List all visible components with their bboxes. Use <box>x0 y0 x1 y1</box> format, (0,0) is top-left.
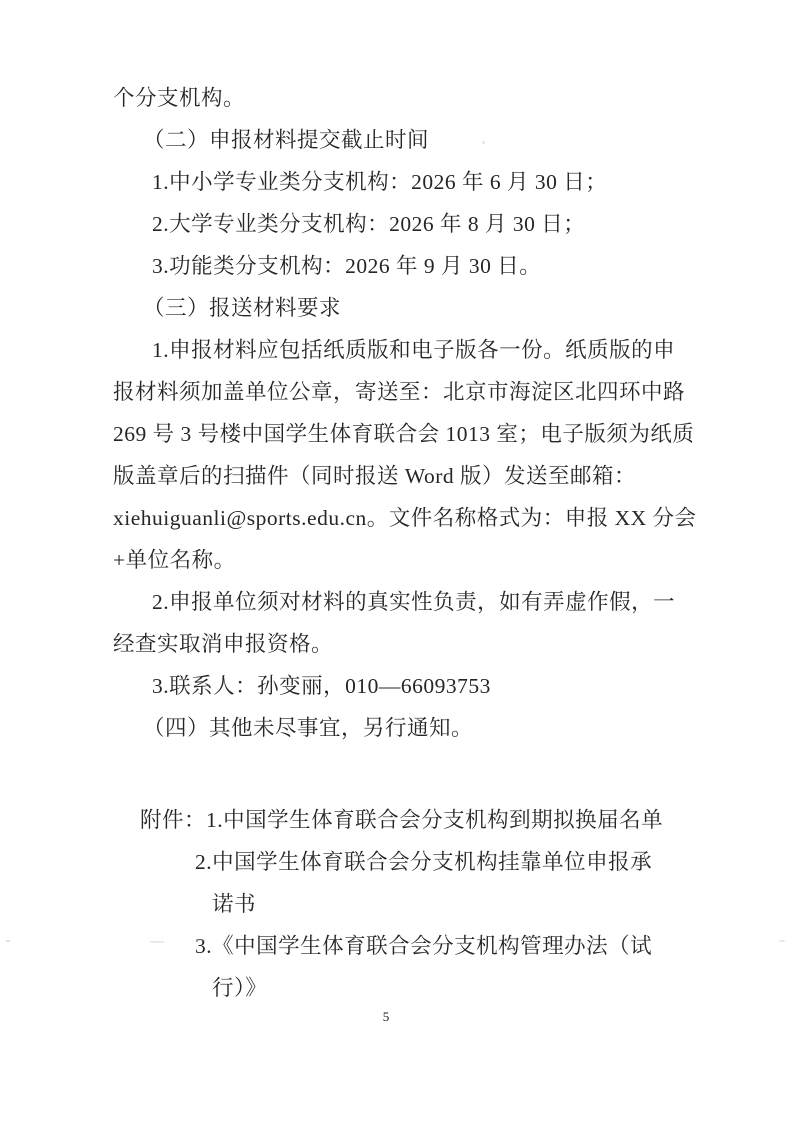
text-line: 2.大学专业类分支机构：2026 年 8 月 30 日； <box>152 212 586 236</box>
text-line: 附件：1.中国学生体育联合会分支机构到期拟换届名单 <box>140 808 664 832</box>
scan-artifact <box>6 940 10 942</box>
text-line: 3.联系人：孙变丽，010—66093753 <box>152 674 491 698</box>
scan-artifact <box>505 940 510 942</box>
text-line: 版盖章后的扫描件（同时报送 Word 版）发送至邮箱： <box>113 464 636 488</box>
scan-artifact <box>150 941 164 943</box>
text-line: 经查实取消申报资格。 <box>113 632 334 656</box>
text-line: 2.申报单位须对材料的真实性负责，如有弄虚作假，一 <box>152 590 676 614</box>
scan-artifact <box>482 141 485 144</box>
scan-artifact <box>196 939 206 941</box>
text-line: 1.申报材料应包括纸质版和电子版各一份。纸质版的申 <box>152 338 676 362</box>
text-line: 3.功能类分支机构：2026 年 9 月 30 日。 <box>152 254 542 278</box>
text-line: 2.中国学生体育联合会分支机构挂靠单位申报承 <box>195 850 653 874</box>
text-line: （二）申报材料提交截止时间 <box>143 128 430 152</box>
text-line: （四）其他未尽事宜，另行通知。 <box>143 716 474 740</box>
document-body <box>113 77 697 1009</box>
scan-artifact <box>576 941 582 943</box>
text-line: 报材料须加盖单位公章，寄送至：北京市海淀区北四环中路 <box>113 380 686 404</box>
text-line: 1.中小学专业类分支机构：2026 年 6 月 30 日； <box>152 170 608 194</box>
text-line: 269 号 3 号楼中国学生体育联合会 1013 室；电子版须为纸质 <box>113 422 695 446</box>
text-line: 个分支机构。 <box>113 86 246 110</box>
text-line: +单位名称。 <box>113 548 236 572</box>
text-line: xiehuiguanli@sports.edu.cn。文件名称格式为：申报 XX 分会 <box>113 506 697 530</box>
text-line: 诺书 <box>212 892 257 916</box>
blank-line <box>113 749 681 799</box>
text-line: （三）报送材料要求 <box>143 296 342 320</box>
scan-artifact <box>262 941 270 943</box>
text-line: 行）》 <box>212 976 268 1000</box>
page-number: 5 <box>382 1009 390 1024</box>
scan-artifact <box>779 940 785 942</box>
text-line: 3.《中国学生体育联合会分支机构管理办法（试 <box>195 934 653 958</box>
